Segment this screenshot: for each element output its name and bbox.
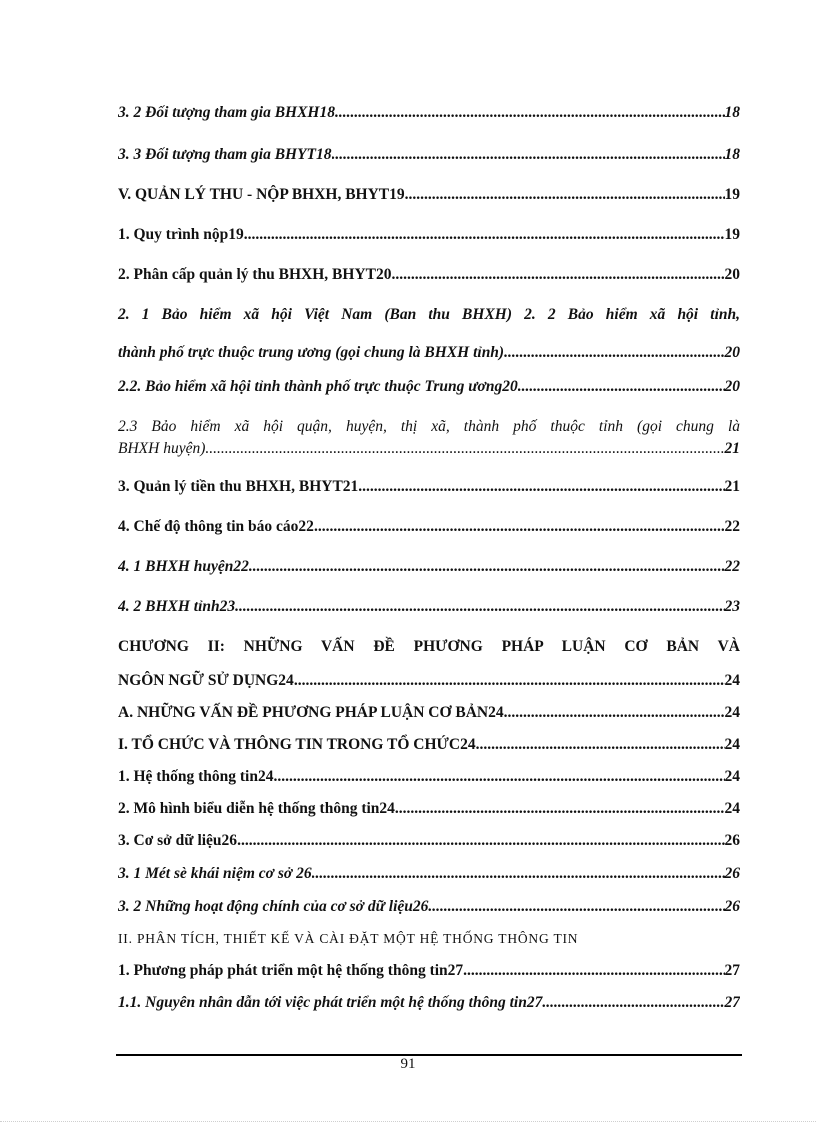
toc-entry[interactable]: CHƯƠNG II: NHỮNG VẤN ĐỀ PHƯƠNG PHÁP LUẬN CƠ BẢN VÀ NGÔN NGỮ SỬ DỤNG24 ..... 24 [118,636,740,692]
toc-entry[interactable]: 3. Quản lý tiền thu BHXH, BHYT21 ..... 21 [118,476,740,498]
toc-entry[interactable]: 2. Phân cấp quản lý thu BHXH, BHYT20 ..... 20 [118,264,740,286]
toc-entry[interactable]: II. PHÂN TÍCH, THIẾT KẾ VÀ CÀI ĐẶT MỘT HỆ THỐNG THÔNG TIN [118,931,579,946]
toc-entry[interactable]: 2. Mô hình biểu diễn hệ thống thông tin24 ..... 24 [118,798,740,820]
toc-entry[interactable]: I. TỔ CHỨC VÀ THÔNG TIN TRONG TỔ CHỨC24 ..... 24 [118,734,740,756]
toc-entry[interactable]: 4. Chế độ thông tin báo cáo22 ..... 22 [118,516,740,538]
toc-entry[interactable]: 3. 3 Đối tượng tham gia BHYT18 ..... 18 [118,144,740,166]
toc-entry[interactable]: 3. 1 Mét sè khái niệm cơ sở 26 ..... 26 [118,863,740,885]
toc-entry[interactable]: 3. 2 Những hoạt động chính của cơ sở dữ liệu26 ..... 26 [118,896,740,918]
toc-entry[interactable]: 1. Phương pháp phát triển một hệ thống thông tin27 ..... 27 [118,960,740,982]
toc-entry[interactable]: 1. Hệ thống thông tin24 ..... 24 [118,766,740,788]
toc-entry[interactable]: 4. 1 BHXH huyện22 ..... 22 [118,556,740,578]
toc-entry[interactable]: A. NHỮNG VẤN ĐỀ PHƯƠNG PHÁP LUẬN CƠ BẢN24 ..... 24 [118,702,740,724]
toc-entry[interactable]: 2.2. Bảo hiểm xã hội tỉnh thành phố trực thuộc Trung ương20 ..... 20 [118,376,740,398]
toc-entry[interactable]: V. QUẢN LÝ THU - NỘP BHXH, BHYT19 ..... 19 [118,184,740,206]
toc-entry[interactable]: 2. 1 Bảo hiểm xã hội Việt Nam (Ban thu BHXH) 2. 2 Bảo hiểm xã hội tỉnh, thành phố trực thuộc trung ương (gọi chung là BHXH tỉnh) ..... 20 [118,304,740,364]
page-edge [0,1121,816,1122]
toc-entry[interactable]: 3. 2 Đối tượng tham gia BHXH18 ..... 18 [118,102,740,124]
toc-entry[interactable]: 2.3 Bảo hiểm xã hội quận, huyện, thị xã, thành phố thuộc tỉnh (gọi chung là BHXH huyện) ..... 21 [118,416,740,460]
toc-entry[interactable]: 3. Cơ sở dữ liệu26 ..... 26 [118,830,740,852]
page-number: 91 [400,1056,416,1072]
toc-entry[interactable]: 1. Quy trình nộp19 ..... 19 [118,224,740,246]
toc-entry[interactable]: 1.1. Nguyên nhân dẫn tới việc phát triển một hệ thống thông tin27 ..... 27 [118,992,740,1014]
toc-entry[interactable]: 4. 2 BHXH tỉnh23 ..... 23 [118,596,740,618]
